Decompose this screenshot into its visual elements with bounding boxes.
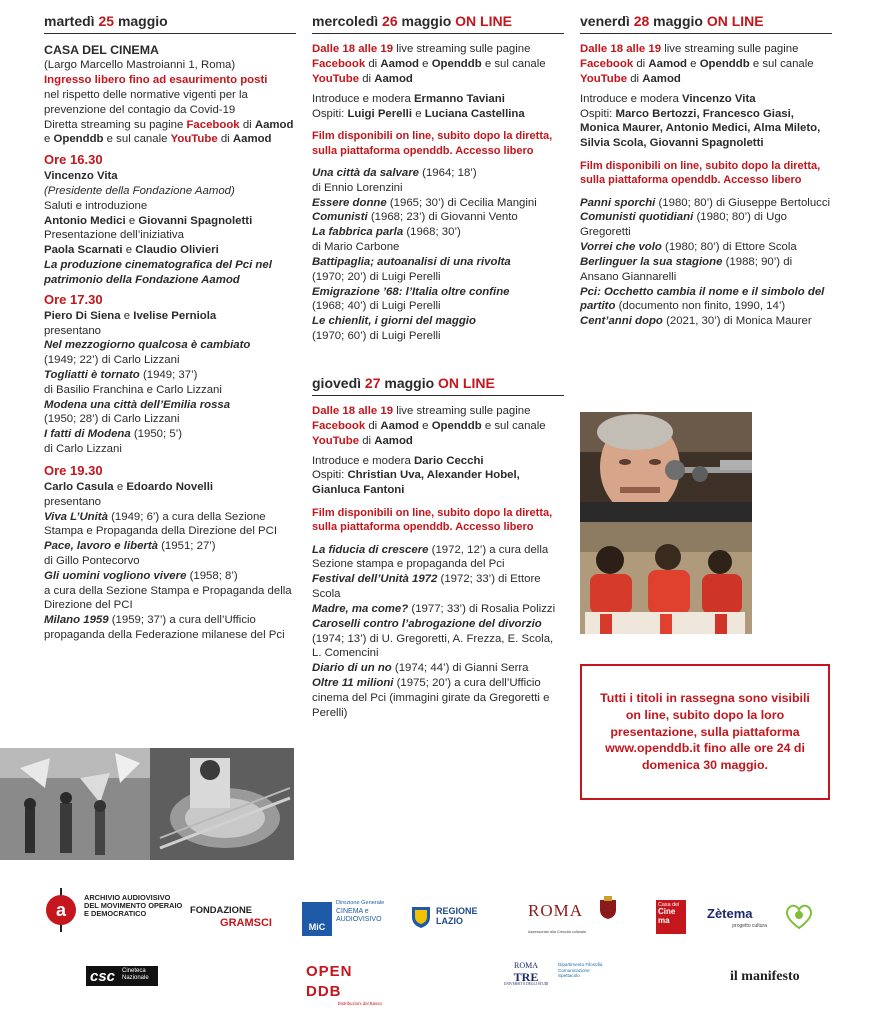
text: CINEMA e AUDIOVISIVO xyxy=(336,908,382,924)
column-friday xyxy=(580,12,832,329)
film-title: Berlinguer la sua stagione xyxy=(580,255,723,268)
text: Direzione Generale xyxy=(336,900,385,906)
text: Claudio Olivieri xyxy=(135,244,219,257)
il-manifesto-logo: il manifesto xyxy=(730,969,800,984)
text: maggio xyxy=(653,13,703,29)
text: mercoledì xyxy=(312,13,379,29)
text: e xyxy=(125,244,133,257)
text: Aamod xyxy=(374,72,413,85)
gramsci-logo xyxy=(190,904,272,931)
session-2 xyxy=(44,309,296,457)
text: maggio xyxy=(401,13,452,29)
text: Dalle 18 alle 19 xyxy=(312,405,394,418)
openddb-logo xyxy=(306,962,382,1006)
text: ROMA xyxy=(528,901,584,920)
film-details: (1949; 6’) a cura della Sezione Stampa e Propaganda della Direzione del PCI xyxy=(44,510,278,538)
text: e sul canale xyxy=(752,58,814,71)
text: Ermanno Taviani xyxy=(413,92,505,105)
stream-time: Dalle 18 alle 19 xyxy=(312,43,394,56)
text: Diretta streaming su pagine xyxy=(44,118,184,131)
roma-tre-logo xyxy=(502,962,612,996)
box-text: Tutti i titoli in rassegna sono visibili on line, subito dopo la loro presentazione, sulla piattaforma www.openddb.it fino alle ore 24 di domenica 30 maggio. xyxy=(600,691,810,773)
session-note: Presentazione dell’iniziativa xyxy=(44,229,184,242)
aamod-logo xyxy=(44,888,184,932)
text: di xyxy=(362,72,372,85)
venue-block xyxy=(44,42,296,147)
film-title: Pace, lavoro e libertà xyxy=(44,540,158,553)
text: Ospiti: xyxy=(312,107,345,120)
film-title: Panni sporchi xyxy=(580,196,656,209)
text: Vincenzo Vita xyxy=(681,92,756,105)
text: REGIONE LAZIO xyxy=(436,906,478,927)
text: Aamod xyxy=(374,434,413,447)
facebook-link[interactable]: Facebook xyxy=(312,58,366,71)
session-time: Ore 16.30 xyxy=(44,152,103,168)
film-details: (1950; 28’) di Carlo Lizzani xyxy=(44,413,180,426)
stream-info xyxy=(580,42,832,86)
moderator xyxy=(580,92,832,107)
text: UNIVERSITÀ DEGLI STUDI xyxy=(503,982,549,987)
online-badge: ON LINE xyxy=(706,13,764,29)
day-header xyxy=(580,12,832,34)
text: live streaming sulle pagine xyxy=(664,43,799,56)
film-title: Modena una città dell’Emilia rossa xyxy=(44,398,231,411)
film-title: Caroselli contro l’abrogazione del divorzio xyxy=(312,617,542,630)
text: Introduce e modera xyxy=(312,454,411,467)
text: GRAMSCI xyxy=(220,917,272,930)
film-list xyxy=(580,196,832,329)
text: Openddb xyxy=(431,58,482,71)
film-title: Diario di un no xyxy=(312,662,392,675)
text: (1974; 44’) di Gianni Serra xyxy=(394,662,529,675)
film-details: di Carlo Lizzani xyxy=(44,443,122,456)
text: venerdì xyxy=(580,13,630,29)
speakers xyxy=(44,309,296,324)
text: (1968; 23’) di Giovanni Vento xyxy=(370,211,518,224)
text: Edoardo Novelli xyxy=(126,480,214,493)
film-title: Gli uomini vogliono vivere xyxy=(44,569,187,582)
session-note: Saluti e introduzione xyxy=(44,199,148,212)
film-title: Madre, ma come? xyxy=(312,602,409,615)
guests xyxy=(580,107,832,151)
text: e xyxy=(128,214,136,227)
mic-logo xyxy=(302,900,388,936)
text: live streaming sulle pagine xyxy=(396,405,531,418)
text: Ospiti: xyxy=(312,469,345,482)
text: e xyxy=(422,419,429,432)
text: (1974; 13’) di U. Gregoretti, A. Frezza, E. Scola, L. Comencini xyxy=(312,632,554,660)
text: Aamod xyxy=(380,58,419,71)
color-photo-footballers xyxy=(580,522,752,634)
photo-illustration xyxy=(580,412,752,522)
photo-illustration xyxy=(580,522,752,634)
text: ROMA xyxy=(513,961,538,970)
zetema-logo xyxy=(707,906,767,929)
text: Zètema xyxy=(707,906,753,921)
availability-notice: Film disponibili on line, subito dopo la diretta, sulla piattaforma openddb. Accesso libero xyxy=(312,130,553,157)
session-3 xyxy=(44,480,296,643)
film-details: (1950; 5’) xyxy=(133,428,182,441)
text: Distribuzioni dal Basso xyxy=(337,1001,382,1006)
text: di xyxy=(220,133,230,146)
text: e xyxy=(44,133,51,146)
roma-crest-icon xyxy=(598,896,618,920)
text: e xyxy=(422,58,429,71)
availability-notice: Film disponibili on line, subito dopo la diretta, sulla piattaforma openddb. Accesso libero xyxy=(580,159,821,187)
youtube-link[interactable]: YouTube xyxy=(580,72,628,85)
speakers xyxy=(44,243,296,258)
film-title: Pci: Occhetto cambia il nome e il simbolo del partito xyxy=(580,285,825,313)
text: csc xyxy=(90,968,116,985)
film-title: Milano 1959 xyxy=(44,614,109,627)
csc-cineteca-logo xyxy=(86,966,158,986)
day-name: martedì xyxy=(44,13,95,29)
sponsor-logos xyxy=(0,880,874,1020)
text: (1970; 60’) di Luigi Perelli xyxy=(312,330,441,343)
text: e xyxy=(123,309,131,322)
text: TRE xyxy=(513,969,539,984)
text: Aamod xyxy=(648,58,687,71)
column-tuesday xyxy=(44,12,296,643)
text: (1980; 80’) di Ettore Scola xyxy=(665,241,797,254)
film-details: (1949; 22’) di Carlo Lizzani xyxy=(44,354,180,367)
film-details: (1958; 8’) xyxy=(189,569,238,582)
text: (1980; 80’) di Ugo Gregoretti xyxy=(580,211,787,239)
text: Cineteca Nazionale xyxy=(122,968,149,981)
text: Dalle 18 alle 19 xyxy=(580,43,662,56)
day-header xyxy=(312,12,564,34)
text: Luciana Castellina xyxy=(424,107,525,120)
film-title: La fabbrica parla xyxy=(312,226,404,239)
online-badge: ON LINE xyxy=(455,13,512,29)
text: 27 xyxy=(364,374,381,391)
youtube-link[interactable]: YouTube xyxy=(170,133,218,146)
session-time: Ore 17.30 xyxy=(44,291,103,307)
session-note: presentano xyxy=(44,324,101,337)
film-title: Comunisti quotidiani xyxy=(580,211,694,224)
speakers xyxy=(44,214,296,229)
text: (1972, 12’) a cura della Sezione stampa e propaganda del Pci xyxy=(312,543,549,571)
text: Aamod xyxy=(380,419,419,432)
text: Giovanni Spagnoletti xyxy=(138,214,253,227)
text: Luigi Perelli xyxy=(347,107,413,120)
bw-photo-demonstration xyxy=(0,748,294,860)
text: (1975; 20’) a cura dell’Ufficio cinema del Pci (immagini girate da Gregoretti e Perelli) xyxy=(312,677,550,719)
text: 28 xyxy=(633,13,650,29)
text: maggio xyxy=(384,374,435,391)
photo-illustration xyxy=(0,748,294,860)
text: e xyxy=(690,58,697,71)
stream-info xyxy=(312,42,564,86)
column-wednesday xyxy=(312,12,564,721)
film-title: Le chienlit, i giorni del maggio xyxy=(312,315,476,328)
text: (1988; 90’) di Ansano Giannarelli xyxy=(580,255,793,283)
text: di xyxy=(630,72,640,85)
text: (1970; 20’) di Luigi Perelli xyxy=(312,270,441,283)
entry-note: Ingresso libero fino ad esaurimento posti xyxy=(44,74,268,87)
text: (1965; 30’) di Cecilia Mangini xyxy=(389,196,537,209)
speakers xyxy=(44,480,296,495)
moderator xyxy=(312,92,564,107)
text: (documento non finito, 1990, 14’) xyxy=(618,300,786,313)
text: giovedì xyxy=(312,374,362,391)
text: Openddb xyxy=(431,419,482,432)
aamod-name: Aamod xyxy=(254,118,294,131)
stream-info xyxy=(312,404,564,448)
openddb-name: Openddb xyxy=(53,133,104,146)
film-title: Essere donne xyxy=(312,196,387,209)
film-title: Viva L’Unità xyxy=(44,510,108,523)
film-details: (1951; 27’) xyxy=(161,540,216,553)
text: Assessorato alla Crescita culturale xyxy=(528,930,587,934)
guests xyxy=(312,107,564,122)
text: 26 xyxy=(382,13,398,29)
session-note: presentano xyxy=(44,495,101,508)
availability-notice: Film disponibili on line, subito dopo la diretta, sulla piattaforma openddb. Accesso libero xyxy=(312,507,553,534)
text: Piero Di Siena xyxy=(44,309,121,322)
text: Aamod xyxy=(642,72,681,85)
text: (1964; 18’) xyxy=(422,166,477,179)
text: progetto cultura xyxy=(732,922,767,929)
venue-name: CASA DEL CINEMA xyxy=(44,43,159,58)
text: di xyxy=(636,58,646,71)
text: (1977; 33’) di Rosalia Polizzi xyxy=(411,602,556,615)
text: di xyxy=(242,118,252,131)
text: Christian Uva, Alexander Hobel, Gianluca Fantoni xyxy=(312,469,520,497)
film-title: Nel mezzogiorno qualcosa è cambiato xyxy=(44,339,251,352)
text: (1980; 80’) di Giuseppe Bertolucci xyxy=(658,196,831,209)
stream-note xyxy=(44,118,296,148)
text: Introduce e modera xyxy=(312,92,411,105)
film-title: Comunisti xyxy=(312,211,368,224)
day-header xyxy=(44,12,296,34)
heart-icon xyxy=(784,902,814,930)
film-list xyxy=(312,543,564,721)
color-photo-speaker xyxy=(580,412,752,522)
text: di Mario Carbone xyxy=(312,241,400,254)
month: maggio xyxy=(117,13,168,29)
text: Dipartimento Filosofia Comunicazione Spettacolo xyxy=(558,962,603,978)
film-details: (1949; 37’) xyxy=(142,369,198,381)
session-topic: La produzione cinematografica del Pci nel patrimonio della Fondazione Aamod xyxy=(44,259,272,286)
moderator xyxy=(312,454,564,469)
text: Antonio Medici xyxy=(44,214,126,227)
film-title: Vorrei che volo xyxy=(580,241,662,254)
roma-capitale-logo xyxy=(528,900,628,940)
text: OPEN DDB xyxy=(306,963,353,1000)
text: Openddb xyxy=(699,58,750,71)
green-heart-logo xyxy=(784,902,814,930)
speaker: Vincenzo Vita xyxy=(44,170,118,183)
text: (1968; 40’) di Luigi Perelli xyxy=(312,300,441,313)
online-badge: ON LINE xyxy=(438,374,495,391)
text: Carlo Casula xyxy=(44,480,114,493)
film-title: Emigrazione ’68: l’Italia oltre confine xyxy=(312,285,510,298)
film-title: I fatti di Modena xyxy=(44,428,131,441)
text: Marco Bertozzi, Francesco Giasi, Monica Maurer, Antonio Medici, Alma Mileto, Silvia Scola, Giovanni Spagnoletti xyxy=(580,107,821,150)
text: e sul canale xyxy=(484,58,546,71)
day-number: 25 xyxy=(98,13,115,29)
svg-text:a: a xyxy=(55,900,67,920)
text: FONDAZIONE xyxy=(190,904,252,915)
text: e xyxy=(415,107,422,120)
text: di Ennio Lorenzini xyxy=(312,181,403,194)
film-details: di Basilio Franchina e Carlo Lizzani xyxy=(44,383,222,396)
online-availability-box xyxy=(580,664,830,800)
film-title: Festival dell’Unità 1972 xyxy=(312,573,438,586)
film-details: a cura della Sezione Stampa e Propaganda della Direzione del PCI xyxy=(44,584,292,612)
guests xyxy=(312,468,564,498)
film-details: di Gillo Pontecorvo xyxy=(44,555,140,567)
text: di xyxy=(368,419,378,432)
film-title: La fiducia di crescere xyxy=(312,543,429,556)
film-details: (1959; 37’) a cura dell’Ufficio propaganda della Federazione milanese del Pci xyxy=(44,614,285,642)
facebook-link[interactable]: Facebook xyxy=(580,58,634,71)
text: e sul canale xyxy=(106,133,168,146)
covid-note: nel rispetto delle normative vigenti per la prevenzione del contagio da Covid-19 xyxy=(44,88,248,116)
text: Dario Cecchi xyxy=(413,454,484,467)
text: e sul canale xyxy=(484,419,546,432)
aamod-text: ARCHIVIO AUDIOVISIVO DEL MOVIMENTO OPERAIO E DEMOCRATICO xyxy=(84,893,183,919)
text: live streaming sulle pagine xyxy=(396,43,531,56)
lazio-crest-icon xyxy=(410,905,432,929)
aamod-name: Aamod xyxy=(232,133,272,146)
facebook-link[interactable]: Facebook xyxy=(186,118,240,131)
text: di xyxy=(362,434,372,447)
regione-lazio-logo xyxy=(410,902,498,932)
text: Introduce e modera xyxy=(580,92,679,105)
text: (2021, 30’) di Monica Maurer xyxy=(666,315,812,328)
text: e xyxy=(116,480,124,493)
youtube-link[interactable]: YouTube xyxy=(312,72,360,85)
text: Ivelise Perniola xyxy=(133,309,217,322)
session-time: Ore 19.30 xyxy=(44,462,103,478)
film-title: Togliatti è tornato xyxy=(44,369,140,381)
aamod-icon xyxy=(44,888,78,932)
film-title: Battipaglia; autoanalisi di una rivolta xyxy=(312,255,511,268)
text: Casa del xyxy=(658,902,680,908)
text: MiC xyxy=(302,902,332,936)
text: di xyxy=(368,58,378,71)
film-title: Cent’anni dopo xyxy=(580,315,663,328)
film-title: Oltre 11 milioni xyxy=(312,677,394,690)
facebook-link[interactable]: Facebook xyxy=(312,419,366,432)
text: (1968; 30’) xyxy=(406,226,461,239)
text: Paola Scarnati xyxy=(44,244,123,257)
youtube-link[interactable]: YouTube xyxy=(312,434,360,447)
film-list xyxy=(312,166,564,344)
speaker-role: (Presidente della Fondazione Aamod) xyxy=(44,185,235,197)
day-header xyxy=(312,374,564,396)
session-1 xyxy=(44,169,296,288)
text: (1972; 33’) di Ettore Scola xyxy=(312,573,541,601)
text: Cine ma xyxy=(658,907,676,926)
casa-del-cinema-logo xyxy=(656,900,686,934)
venue-address: (Largo Marcello Mastroianni 1, Roma) xyxy=(44,59,236,72)
text: Ospiti: xyxy=(580,107,613,120)
film-title: Una città da salvare xyxy=(312,166,419,179)
